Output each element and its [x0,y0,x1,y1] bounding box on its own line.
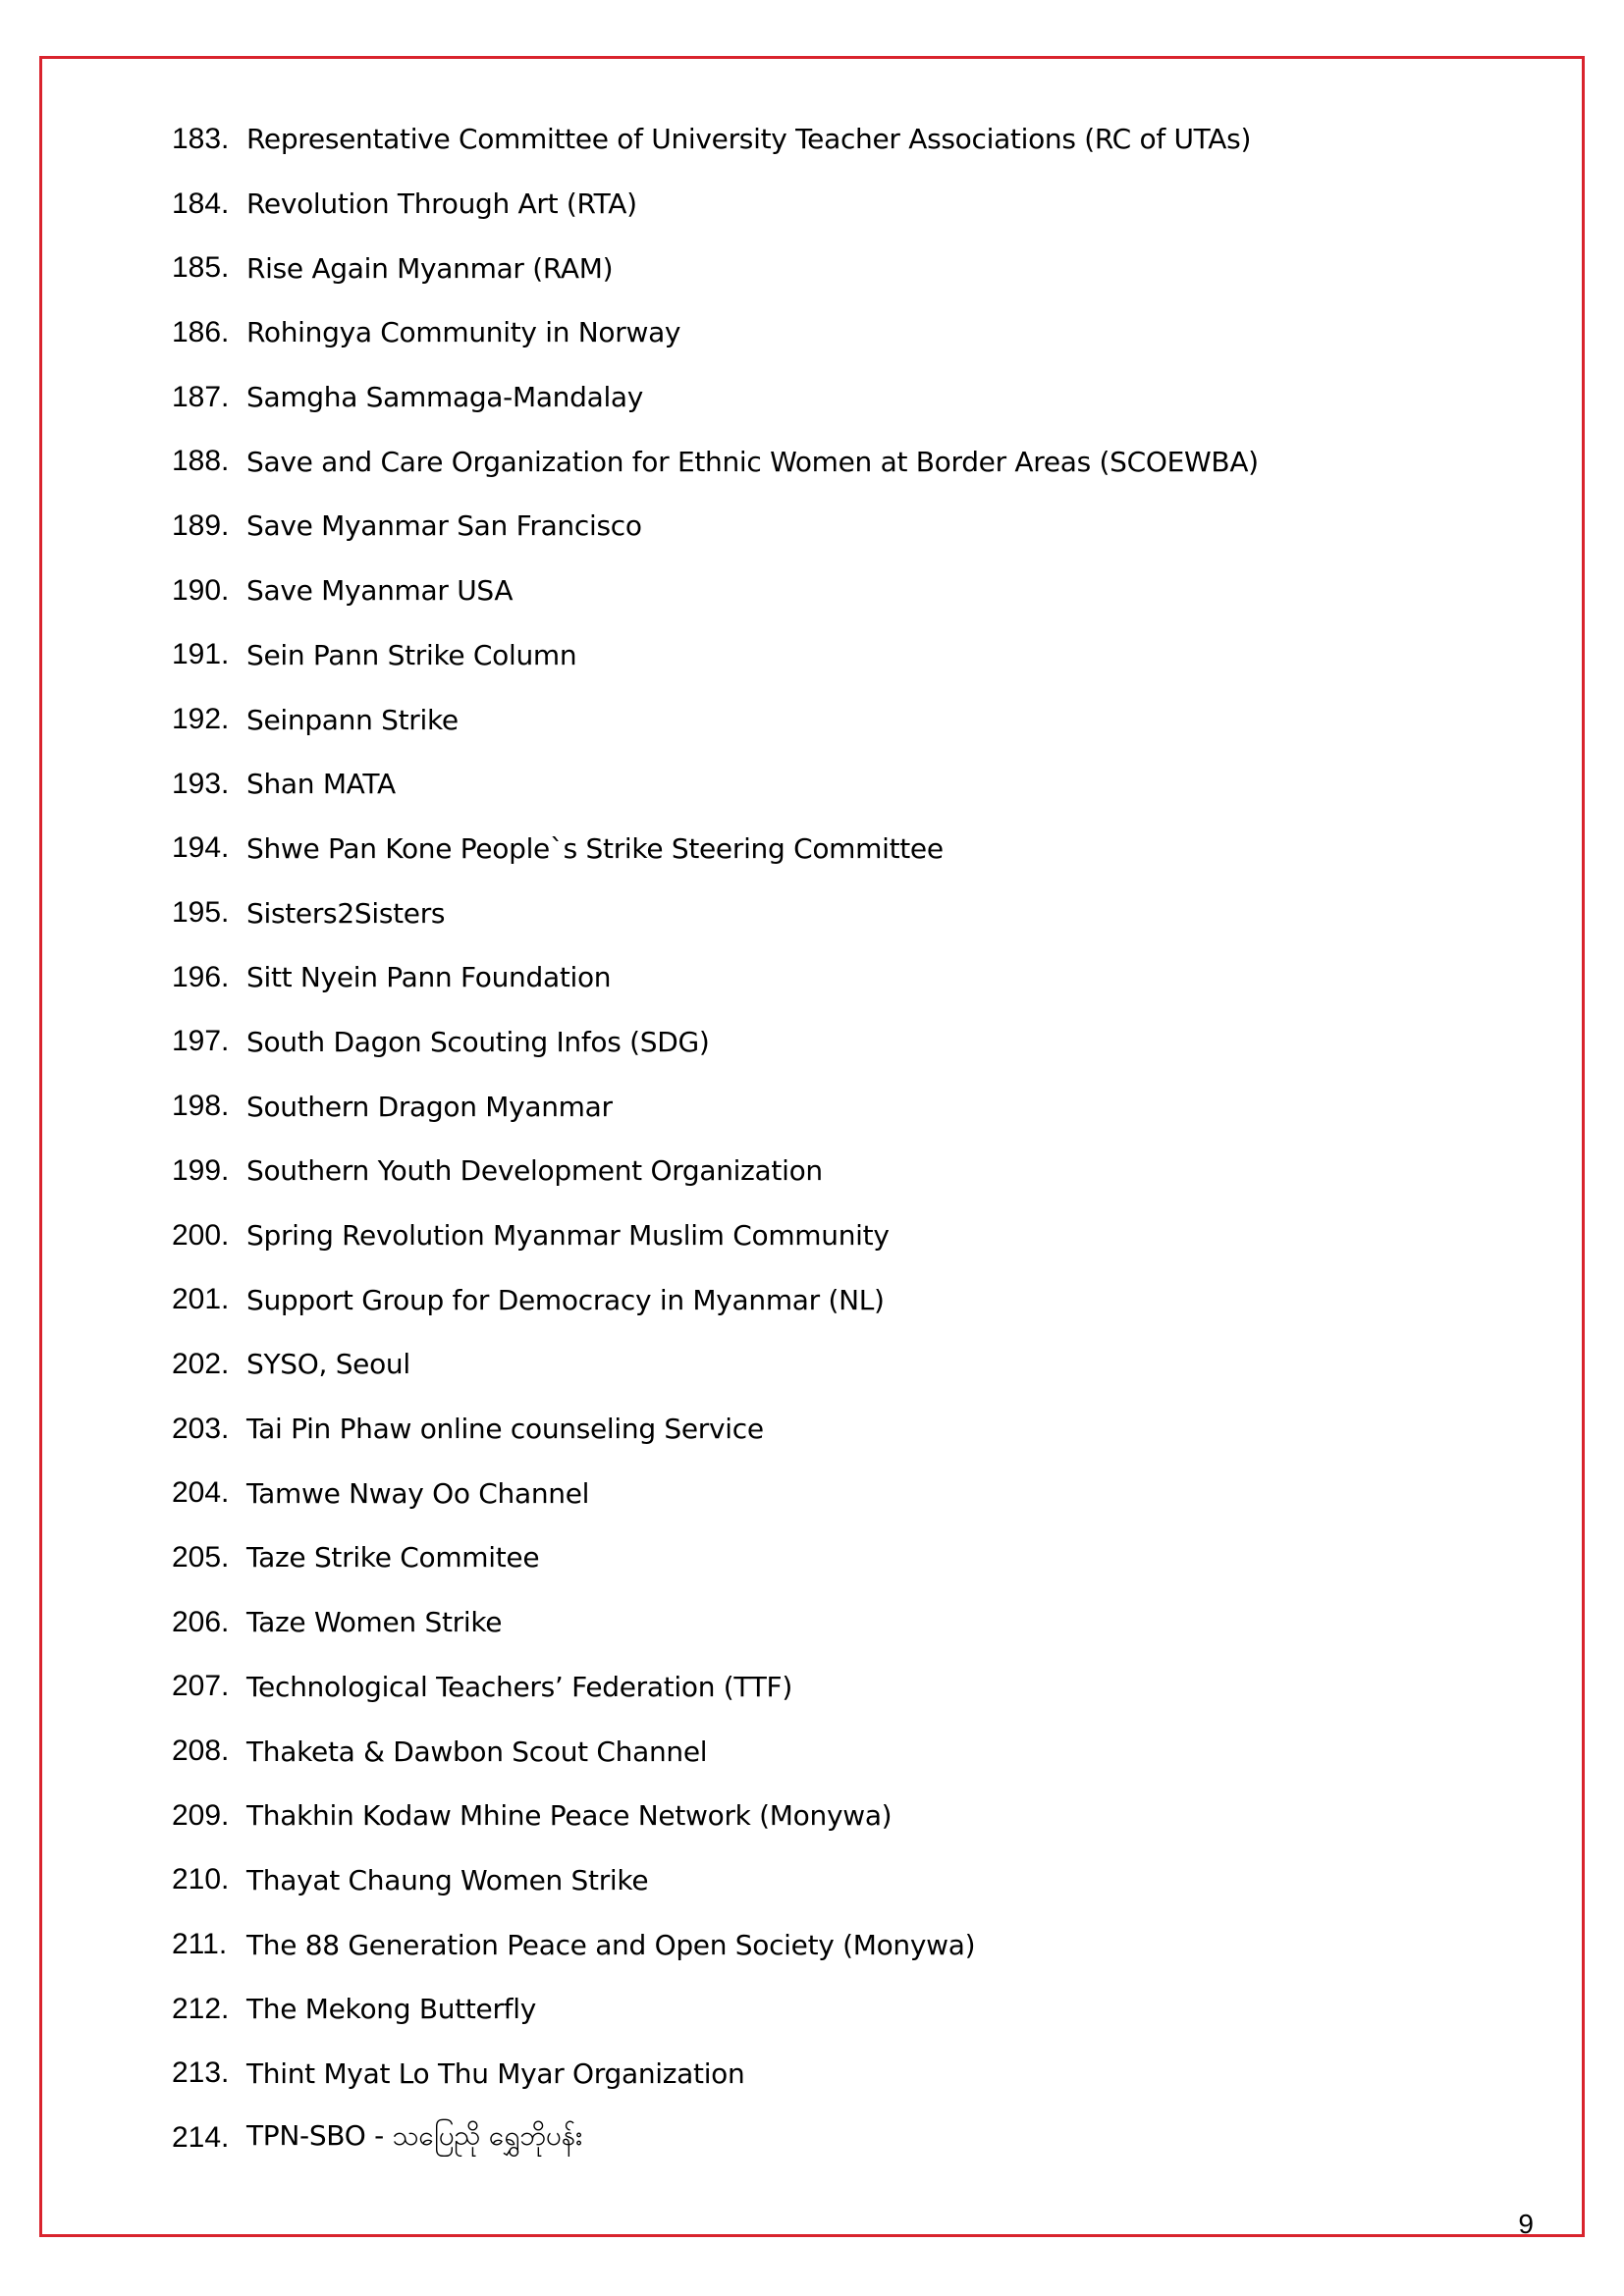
item-number: 185. [172,251,230,285]
list-item [172,107,1259,172]
item-number: 193. [172,767,230,800]
item-number: 209. [172,1798,230,1832]
item-number: 189. [172,508,230,542]
item-number: 191. [172,638,230,671]
list-item [172,1655,1259,1720]
list-item [172,945,1259,1010]
item-name: South Dagon Scouting Infos (SDG) [246,1025,710,1058]
item-number: 211. [172,1928,228,1961]
page-number: 9 [1518,2209,1534,2239]
item-number: 213. [172,2056,230,2090]
list-item [172,1848,1259,1913]
item-name: Tamwe Nway Oo Channel [246,1476,590,1510]
list-item [172,1010,1259,1075]
item-name: Rise Again Myanmar (RAM) [246,251,614,285]
item-number: 192. [172,703,230,736]
item-name: Sisters2Sisters [246,896,446,930]
list-item [172,687,1259,752]
list-item [172,365,1259,430]
list-item [172,1139,1259,1203]
list-item [172,236,1259,300]
item-name: Thayat Chaung Women Strike [246,1863,649,1896]
item-number: 200. [172,1218,230,1252]
item-name: TPN-SBO - သပြေညို ရွှေဘိုပန်း [246,2119,582,2153]
item-name: SYSO, Seoul [246,1348,410,1381]
item-name: Samgha Sammaga-Mandalay [246,381,644,414]
item-number: 214. [172,2121,230,2155]
item-name: Thakhin Kodaw Mhine Peace Network (Monywa) [246,1799,893,1833]
item-name: Revolution Through Art (RTA) [246,187,637,221]
item-number: 198. [172,1090,230,1123]
item-number: 188. [172,445,230,478]
item-number: 184. [172,187,230,220]
list-item [172,2106,1259,2170]
list-item [172,752,1259,817]
item-number: 190. [172,573,230,607]
list-item [172,623,1259,688]
list-item [172,817,1259,881]
list-item [172,494,1259,559]
item-name: Support Group for Democracy in Myanmar (NL) [246,1283,885,1316]
list-item [172,1332,1259,1397]
item-name: Thaketa & Dawbon Scout Channel [246,1735,708,1768]
item-name: Taze Women Strike [246,1606,503,1639]
list-item [172,1977,1259,2042]
item-name: Southern Dragon Myanmar [246,1090,613,1123]
list-item [172,2042,1259,2107]
list-item [172,1784,1259,1848]
list-item [172,1397,1259,1462]
list-item [172,1461,1259,1525]
item-name: Seinpann Strike [246,703,459,736]
item-name: Spring Revolution Myanmar Muslim Community [246,1219,890,1253]
item-name: Shwe Pan Kone People`s Strike Steering Committee [246,831,944,865]
item-name: Thint Myat Lo Thu Myar Organization [246,2056,745,2090]
item-name: The Mekong Butterfly [246,1993,536,2026]
list-item [172,300,1259,365]
item-name: Representative Committee of University Teacher Associations (RC of UTAs) [246,123,1252,156]
item-name: Sitt Nyein Pann Foundation [246,961,612,994]
list-item [172,172,1259,237]
item-name: Tai Pin Phaw online counseling Service [246,1413,764,1446]
item-name: Southern Youth Development Organization [246,1154,823,1188]
item-name: The 88 Generation Peace and Open Society (Monywa) [246,1928,976,1961]
organization-list [172,107,1259,2170]
list-item [172,1912,1259,1977]
list-item [172,881,1259,945]
item-number: 204. [172,1476,230,1510]
item-name: Rohingya Community in Norway [246,316,681,349]
item-number: 210. [172,1863,230,1896]
item-name: Save Myanmar USA [246,574,514,608]
item-name: Technological Teachers’ Federation (TTF) [246,1670,792,1703]
list-item [172,559,1259,623]
list-item [172,1267,1259,1332]
item-number: 201. [172,1283,230,1316]
item-number: 208. [172,1735,230,1768]
item-number: 194. [172,831,230,865]
item-number: 202. [172,1347,230,1380]
item-number: 212. [172,1992,230,2025]
list-item [172,1203,1259,1268]
list-item [172,429,1259,494]
item-name: Taze Strike Commitee [246,1541,540,1575]
item-name: Shan MATA [246,768,396,801]
item-number: 199. [172,1153,230,1187]
item-name: Save Myanmar San Francisco [246,509,642,543]
item-number: 206. [172,1605,230,1638]
item-number: 195. [172,896,230,930]
item-number: 186. [172,315,230,348]
item-number: 207. [172,1670,230,1703]
list-item [172,1074,1259,1139]
item-number: 187. [172,380,230,413]
list-item [172,1719,1259,1784]
item-name: Sein Pann Strike Column [246,638,577,671]
list-item [172,1590,1259,1655]
item-number: 183. [172,122,230,155]
item-number: 203. [172,1412,230,1445]
list-item [172,1525,1259,1590]
item-number: 205. [172,1540,230,1574]
item-number: 197. [172,1025,230,1058]
item-name: Save and Care Organization for Ethnic Women at Border Areas (SCOEWBA) [246,445,1259,478]
item-number: 196. [172,960,230,993]
